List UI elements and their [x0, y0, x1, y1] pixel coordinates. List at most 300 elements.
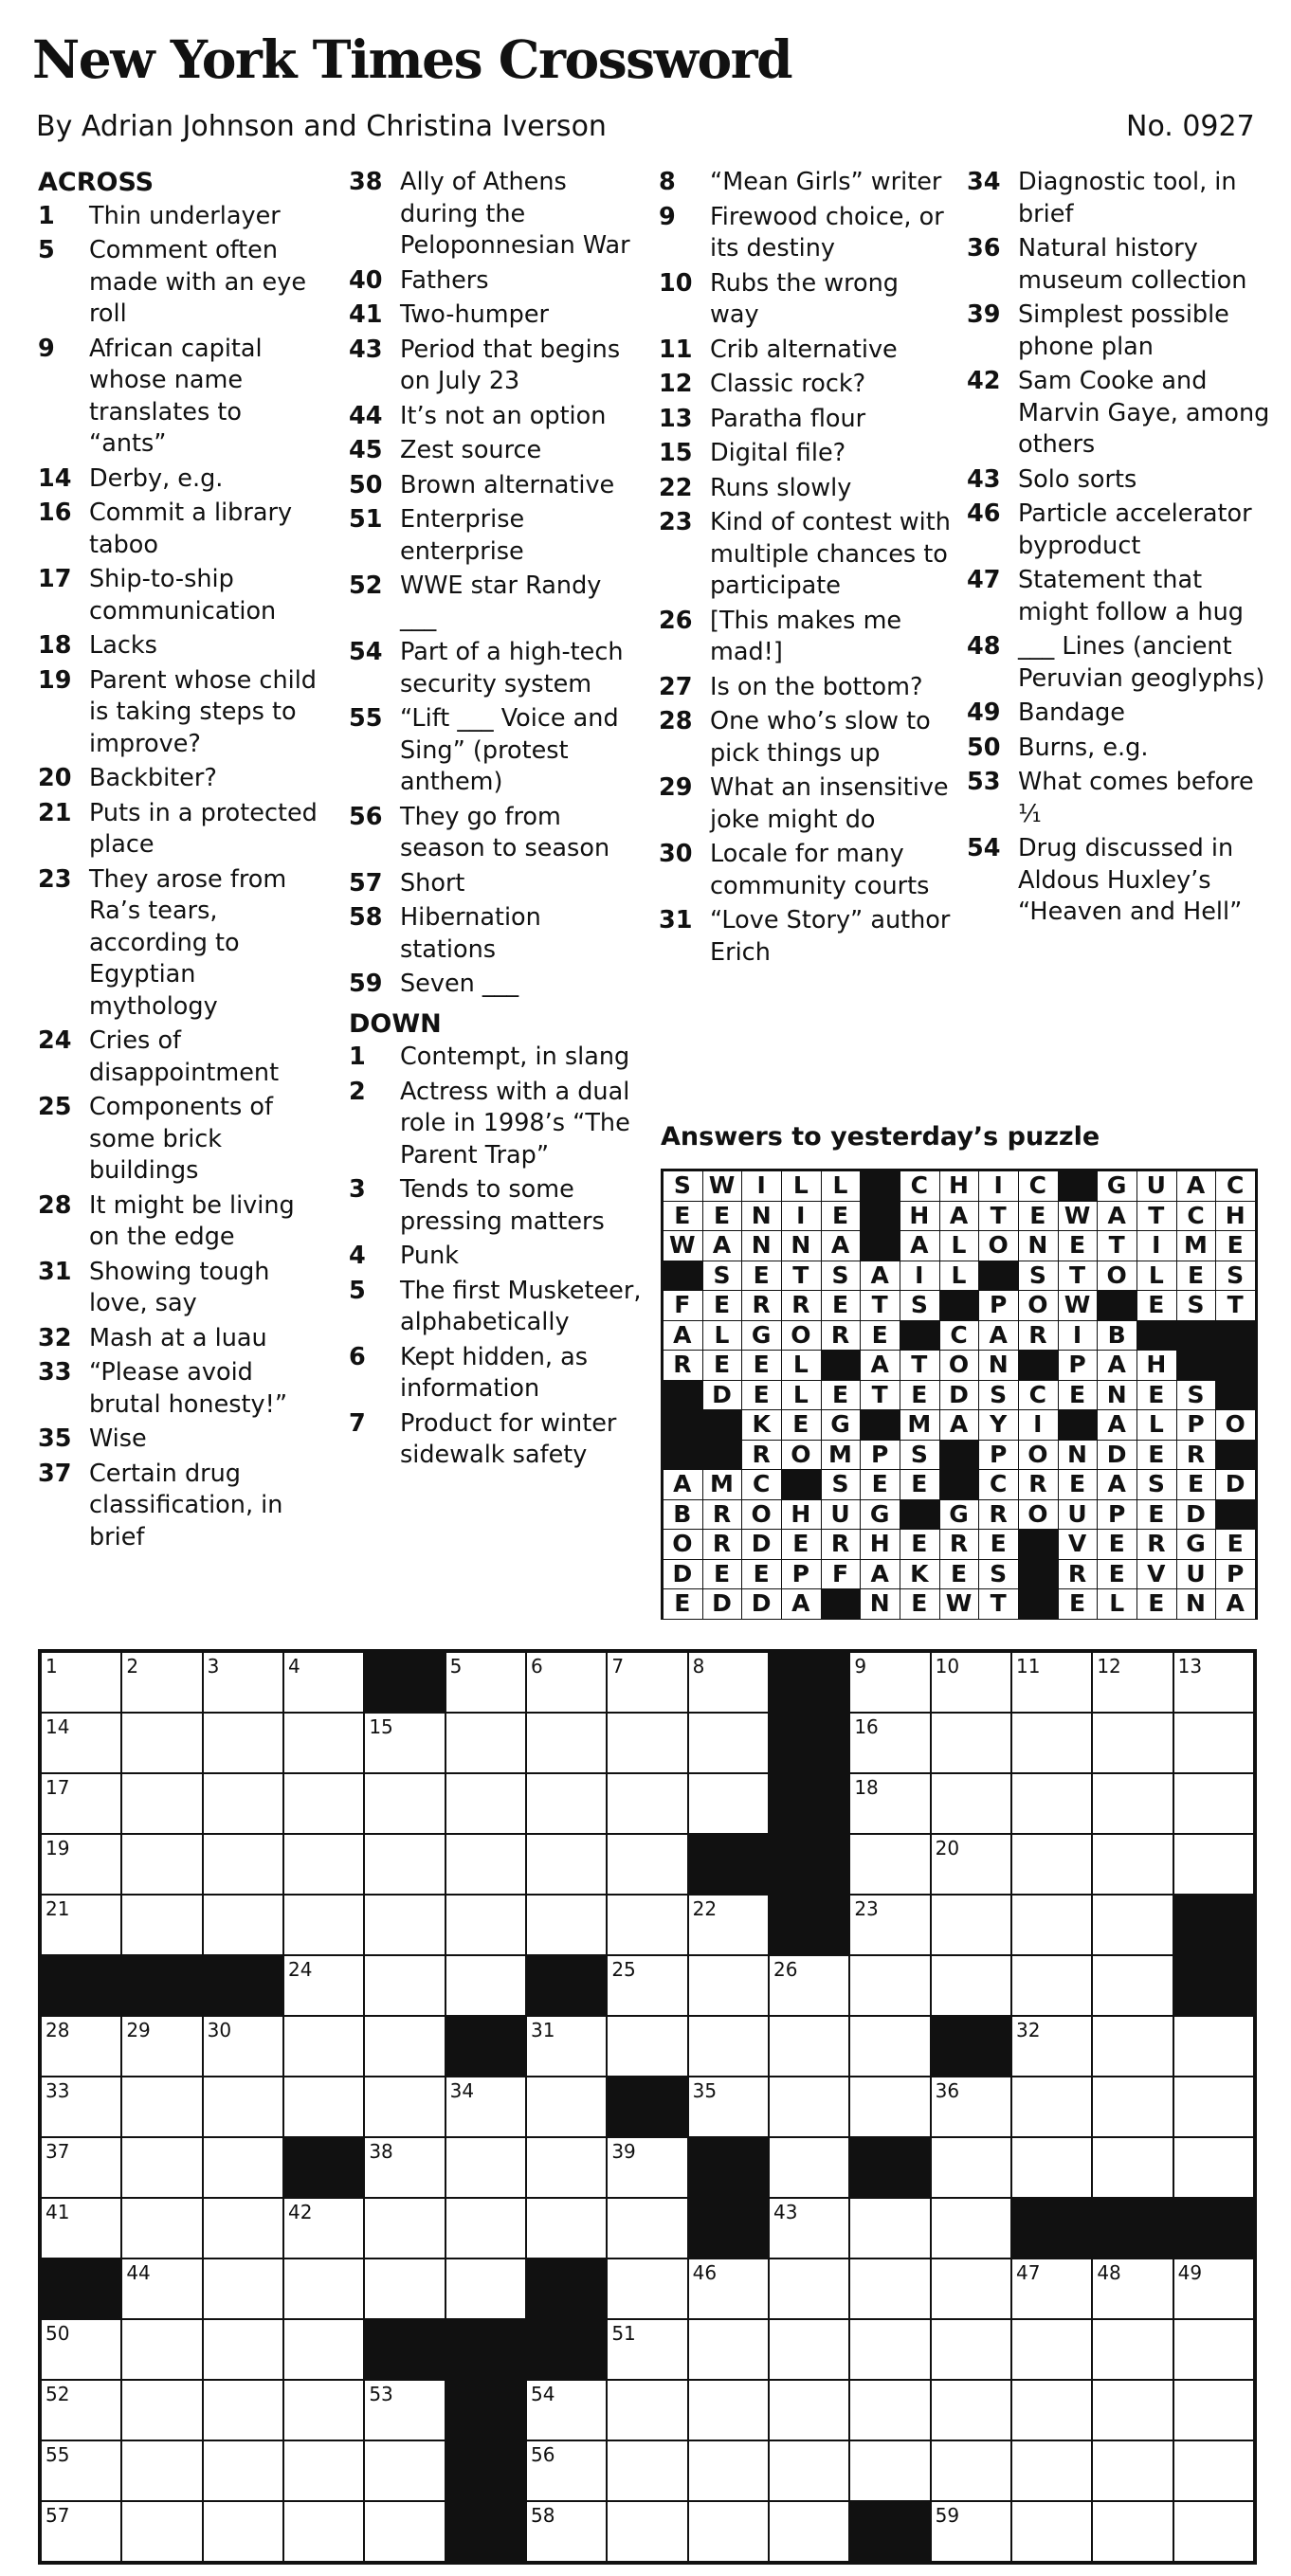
answer-letter: O [782, 1441, 821, 1470]
cell-number: 17 [45, 1776, 70, 1799]
clue-number: 50 [349, 470, 383, 499]
grid-cell[interactable] [1093, 1714, 1172, 1772]
grid-cell[interactable] [689, 2017, 768, 2076]
answer-letter: G [742, 1321, 781, 1351]
clue-text: Puts in a protected place [89, 798, 318, 859]
grid-cell[interactable] [204, 1774, 282, 1833]
grid-cell[interactable] [1093, 1896, 1172, 1954]
grid-cell[interactable] [527, 1835, 606, 1894]
grid-cell[interactable] [204, 2441, 282, 2500]
grid-cell[interactable] [204, 2381, 282, 2440]
grid-cell[interactable] [284, 1774, 363, 1833]
grid-cell[interactable] [932, 2077, 1010, 2136]
clue-number: 16 [38, 499, 72, 527]
grid-cell[interactable] [365, 1774, 444, 1833]
grid-cell[interactable] [42, 2199, 120, 2258]
grid-cell[interactable] [608, 1653, 686, 1712]
answer-letter: N [1098, 1381, 1136, 1410]
grid-cell[interactable] [1012, 2259, 1091, 2318]
grid-cell[interactable] [689, 1714, 768, 1772]
clue-text: Seven ___ [400, 970, 519, 998]
grid-cell[interactable] [608, 1714, 686, 1772]
answer-letter: T [900, 1351, 939, 1380]
answer-letter: E [1098, 1530, 1136, 1559]
cell-number: 50 [45, 2322, 70, 2345]
grid-cell[interactable] [204, 1714, 282, 1772]
grid-cell[interactable] [770, 2259, 848, 2318]
grid-cell[interactable] [527, 1774, 606, 1833]
clue-across-37 [38, 1459, 322, 1554]
grid-cell[interactable] [932, 1774, 1010, 1833]
grid-cell[interactable] [527, 1653, 606, 1712]
answer-letter: D [1098, 1441, 1136, 1470]
grid-cell[interactable] [204, 1653, 282, 1712]
grid-cell[interactable] [204, 2502, 282, 2561]
answer-letter: R [1059, 1560, 1098, 1589]
clue-down-11 [659, 335, 953, 367]
black-square [689, 1835, 768, 1894]
answer-letter: E [1059, 1470, 1098, 1499]
grid-cell[interactable] [1174, 1653, 1253, 1712]
grid-cell[interactable] [204, 1896, 282, 1954]
grid-cell[interactable] [932, 1896, 1010, 1954]
grid-cell[interactable] [527, 2017, 606, 2076]
grid-cell[interactable] [365, 2077, 444, 2136]
grid-cell[interactable] [42, 2138, 120, 2197]
grid-cell[interactable] [284, 2320, 363, 2379]
grid-cell[interactable] [446, 1774, 525, 1833]
answer-letter: E [979, 1530, 1018, 1559]
grid-cell[interactable] [1012, 1714, 1091, 1772]
grid-cell[interactable] [122, 1774, 201, 1833]
grid-cell[interactable] [689, 2259, 768, 2318]
grid-cell[interactable] [689, 2077, 768, 2136]
clue-number: 33 [38, 1358, 72, 1387]
grid-cell[interactable] [1174, 2381, 1253, 2440]
grid-cell[interactable] [689, 2320, 768, 2379]
clue-number: 6 [349, 1342, 366, 1371]
grid-cell[interactable] [689, 2441, 768, 2500]
grid-cell[interactable] [365, 1835, 444, 1894]
grid-cell[interactable] [1093, 1956, 1172, 2015]
grid-cell[interactable] [850, 2017, 929, 2076]
clue-text: Actress with a dual role in 1998’s “The Parent Trap” [400, 1077, 630, 1170]
answer-letter: G [1098, 1171, 1136, 1201]
grid-cell[interactable] [1174, 1714, 1253, 1772]
grid-cell[interactable] [850, 2320, 929, 2379]
clue-text: WWE star Randy ___ [400, 571, 602, 632]
answer-letter: R [979, 1500, 1018, 1530]
answer-letter: E [900, 1589, 939, 1619]
grid-cell[interactable] [1012, 2381, 1091, 2440]
grid-cell[interactable] [608, 1896, 686, 1954]
answer-black-square [664, 1441, 702, 1470]
grid-cell[interactable] [1012, 1653, 1091, 1712]
grid-cell[interactable] [1093, 1774, 1172, 1833]
answer-letter: L [940, 1231, 979, 1261]
grid-cell[interactable] [446, 1714, 525, 1772]
answer-letter: M [822, 1441, 861, 1470]
grid-cell[interactable] [365, 2138, 444, 2197]
clue-across-24 [38, 1025, 322, 1089]
grid-cell[interactable] [932, 2138, 1010, 2197]
cell-number: 28 [45, 2019, 70, 2041]
grid-cell[interactable] [1012, 2441, 1091, 2500]
grid-cell[interactable] [446, 2259, 525, 2318]
answer-black-square [979, 1261, 1018, 1291]
cell-number: 15 [369, 1715, 393, 1738]
grid-cell[interactable] [527, 2199, 606, 2258]
grid-cell[interactable] [608, 2441, 686, 2500]
grid-cell[interactable] [284, 2441, 363, 2500]
grid-cell[interactable] [850, 1774, 929, 1833]
clue-text: Zest source [400, 436, 542, 464]
grid-cell[interactable] [527, 2441, 606, 2500]
grid-cell[interactable] [284, 2017, 363, 2076]
grid-cell[interactable] [446, 1653, 525, 1712]
answer-letter: W [940, 1589, 979, 1619]
answer-letter: L [940, 1261, 979, 1291]
grid-cell[interactable] [365, 2199, 444, 2258]
grid-cell[interactable] [608, 1835, 686, 1894]
grid-cell[interactable] [770, 2320, 848, 2379]
grid-cell[interactable] [608, 2502, 686, 2561]
grid-cell[interactable] [1174, 2502, 1253, 2561]
grid-cell[interactable] [42, 1896, 120, 1954]
grid-cell[interactable] [850, 1956, 929, 2015]
grid-cell[interactable] [1093, 2138, 1172, 2197]
grid-cell[interactable] [122, 2441, 201, 2500]
grid-cell[interactable] [365, 2441, 444, 2500]
grid-cell[interactable] [1093, 2077, 1172, 2136]
grid-cell[interactable] [770, 2381, 848, 2440]
grid-cell[interactable] [1093, 2441, 1172, 2500]
grid-cell[interactable] [446, 2138, 525, 2197]
answer-letter: A [861, 1261, 900, 1291]
grid-cell[interactable] [770, 2199, 848, 2258]
grid-cell[interactable] [365, 2259, 444, 2318]
grid-cell[interactable] [850, 1896, 929, 1954]
grid-cell[interactable] [365, 2381, 444, 2440]
answer-letter: E [1177, 1261, 1216, 1291]
grid-cell[interactable] [527, 2077, 606, 2136]
grid-cell[interactable] [122, 2199, 201, 2258]
answer-letter: E [822, 1202, 861, 1231]
grid-cell[interactable] [204, 2017, 282, 2076]
grid-cell[interactable] [42, 2017, 120, 2076]
clue-text: Classic rock? [710, 370, 866, 398]
answer-letter: E [1216, 1530, 1255, 1559]
grid-cell[interactable] [1012, 2077, 1091, 2136]
answer-letter: I [782, 1202, 821, 1231]
answer-letter: A [1098, 1470, 1136, 1499]
grid-cell[interactable] [42, 2441, 120, 2500]
grid-cell[interactable] [932, 2259, 1010, 2318]
grid-cell[interactable] [608, 2138, 686, 2197]
clue-across-40 [349, 265, 643, 298]
grid-cell[interactable] [122, 2138, 201, 2197]
grid-cell[interactable] [446, 2077, 525, 2136]
grid-cell[interactable] [1093, 1653, 1172, 1712]
black-square [527, 1956, 606, 2015]
grid-cell[interactable] [122, 1835, 201, 1894]
clue-text: Bandage [1018, 698, 1125, 727]
black-square [365, 2320, 444, 2379]
clue-down-42 [967, 366, 1270, 462]
clue-down-1 [349, 1042, 643, 1074]
answer-letter: H [1216, 1202, 1255, 1231]
answer-letter: A [900, 1231, 939, 1261]
grid-cell[interactable] [1174, 2320, 1253, 2379]
grid-cell[interactable] [1012, 2502, 1091, 2561]
grid-cell[interactable] [850, 1653, 929, 1712]
grid-cell[interactable] [42, 2077, 120, 2136]
grid-cell[interactable] [608, 1956, 686, 2015]
grid-cell[interactable] [1174, 2077, 1253, 2136]
clue-down-43 [967, 464, 1270, 497]
clue-column-3 [659, 167, 953, 971]
answer-black-square [1216, 1500, 1255, 1530]
grid-cell[interactable] [1174, 2259, 1253, 2318]
clue-number: 56 [349, 802, 383, 831]
clue-number: 44 [349, 401, 383, 430]
grid-cell[interactable] [42, 2320, 120, 2379]
grid-cell[interactable] [527, 2138, 606, 2197]
grid-cell[interactable] [689, 2502, 768, 2561]
grid-cell[interactable] [204, 2199, 282, 2258]
grid-cell[interactable] [932, 2199, 1010, 2258]
answer-black-square [1216, 1321, 1255, 1351]
grid-cell[interactable] [42, 2381, 120, 2440]
clue-down-22 [659, 473, 953, 505]
grid-cell[interactable] [608, 1774, 686, 1833]
answer-letter: K [900, 1560, 939, 1589]
grid-cell[interactable] [932, 1956, 1010, 2015]
clue-down-49 [967, 698, 1270, 730]
answer-letter: R [703, 1500, 742, 1530]
grid-cell[interactable] [122, 2077, 201, 2136]
grid-cell[interactable] [365, 2017, 444, 2076]
grid-cell[interactable] [850, 2077, 929, 2136]
grid-cell[interactable] [204, 2259, 282, 2318]
grid-cell[interactable] [284, 1835, 363, 1894]
grid-cell[interactable] [122, 2259, 201, 2318]
answer-letter: T [782, 1261, 821, 1291]
grid-cell[interactable] [932, 2320, 1010, 2379]
clue-text: African capital whose name translates to “ants” [89, 334, 263, 458]
grid-cell[interactable] [1012, 2138, 1091, 2197]
cell-number: 41 [45, 2201, 70, 2223]
grid-cell[interactable] [527, 1896, 606, 1954]
grid-cell[interactable] [770, 2138, 848, 2197]
clue-text: Hibernation stations [400, 903, 541, 964]
clue-text: Certain drug classification, in brief [89, 1459, 283, 1551]
grid-cell[interactable] [42, 1835, 120, 1894]
grid-cell[interactable] [122, 2502, 201, 2561]
grid-cell[interactable] [1012, 1774, 1091, 1833]
answer-letter: E [742, 1381, 781, 1410]
grid-cell[interactable] [1012, 1956, 1091, 2015]
grid-cell[interactable] [770, 2017, 848, 2076]
grid-cell[interactable] [1093, 2017, 1172, 2076]
grid-cell[interactable] [1174, 2017, 1253, 2076]
clue-across-41 [349, 299, 643, 332]
grid-cell[interactable] [42, 1774, 120, 1833]
grid-cell[interactable] [204, 2138, 282, 2197]
answer-black-square [900, 1321, 939, 1351]
clue-number: 47 [967, 566, 1001, 594]
grid-cell[interactable] [1093, 2320, 1172, 2379]
grid-cell[interactable] [284, 2381, 363, 2440]
grid-cell[interactable] [365, 2502, 444, 2561]
cell-number: 7 [611, 1655, 625, 1678]
clue-text: Drug discussed in Aldous Huxley’s “Heaven and Hell” [1018, 834, 1243, 926]
grid-cell[interactable] [850, 1714, 929, 1772]
grid-cell[interactable] [770, 2502, 848, 2561]
answer-letter: A [822, 1231, 861, 1261]
grid-cell[interactable] [932, 1653, 1010, 1712]
grid-cell[interactable] [1093, 1835, 1172, 1894]
grid-cell[interactable] [608, 2017, 686, 2076]
clue-down-34 [967, 167, 1270, 230]
grid-cell[interactable] [1093, 2381, 1172, 2440]
grid-cell[interactable] [365, 1896, 444, 1954]
grid-cell[interactable] [122, 1714, 201, 1772]
grid-cell[interactable] [770, 1956, 848, 2015]
grid-cell[interactable] [1174, 2138, 1253, 2197]
black-square [932, 2017, 1010, 2076]
grid-cell[interactable] [446, 1896, 525, 1954]
grid-cell[interactable] [122, 2320, 201, 2379]
grid-cell[interactable] [122, 2381, 201, 2440]
grid-cell[interactable] [850, 2199, 929, 2258]
clue-across-55 [349, 703, 643, 799]
grid-cell[interactable] [608, 2320, 686, 2379]
grid-cell[interactable] [608, 2199, 686, 2258]
cell-number: 51 [611, 2322, 636, 2345]
clue-number: 14 [38, 463, 72, 493]
grid-cell[interactable] [1012, 2017, 1091, 2076]
grid-cell[interactable] [527, 2502, 606, 2561]
answer-letter: T [979, 1589, 1018, 1619]
grid-cell[interactable] [122, 2017, 201, 2076]
grid-cell[interactable] [770, 2441, 848, 2500]
grid-cell[interactable] [42, 1653, 120, 1712]
grid-cell[interactable] [446, 1835, 525, 1894]
grid-cell[interactable] [850, 2381, 929, 2440]
grid-cell[interactable] [284, 2199, 363, 2258]
answer-letter: A [664, 1470, 702, 1499]
clue-number: 54 [349, 638, 383, 666]
answer-letter: A [1177, 1171, 1216, 1201]
grid-cell[interactable] [850, 2259, 929, 2318]
grid-cell[interactable] [1012, 2320, 1091, 2379]
grid-cell[interactable] [284, 1956, 363, 2015]
grid-cell[interactable] [122, 1653, 201, 1712]
black-square [204, 1956, 282, 2015]
grid-cell[interactable] [284, 1653, 363, 1712]
clue-number: 51 [349, 505, 383, 534]
grid-cell[interactable] [284, 2502, 363, 2561]
grid-cell[interactable] [932, 1835, 1010, 1894]
grid-cell[interactable] [932, 2381, 1010, 2440]
grid-cell[interactable] [932, 1714, 1010, 1772]
grid-cell[interactable] [122, 1896, 201, 1954]
grid-cell[interactable] [1093, 2502, 1172, 2561]
clue-text: “Please avoid brutal honesty!” [89, 1358, 288, 1419]
clue-column-2 [349, 167, 643, 1475]
clue-text: Diagnostic tool, in brief [1018, 168, 1237, 228]
grid-cell[interactable] [850, 2441, 929, 2500]
clue-text: Ally of Athens during the Peloponnesian War [400, 168, 630, 260]
grid-cell[interactable] [770, 2077, 848, 2136]
answer-letter: E [742, 1351, 781, 1380]
grid-cell[interactable] [365, 1714, 444, 1772]
clue-down-2 [349, 1077, 643, 1172]
grid-cell[interactable] [284, 2259, 363, 2318]
answer-letter: I [979, 1171, 1018, 1201]
grid-cell[interactable] [1174, 1774, 1253, 1833]
grid-cell[interactable] [608, 2259, 686, 2318]
grid-cell[interactable] [1174, 1835, 1253, 1894]
cell-number: 52 [45, 2383, 70, 2405]
grid-cell[interactable] [42, 1714, 120, 1772]
grid-cell[interactable] [689, 1896, 768, 1954]
grid-cell[interactable] [689, 1653, 768, 1712]
grid-cell[interactable] [204, 2077, 282, 2136]
answer-letter: E [703, 1202, 742, 1231]
grid-cell[interactable] [284, 1714, 363, 1772]
grid-cell[interactable] [1012, 1896, 1091, 1954]
grid-cell[interactable] [608, 2381, 686, 2440]
answer-letter: I [900, 1261, 939, 1291]
answer-letter: E [1137, 1291, 1176, 1320]
grid-cell[interactable] [850, 1835, 929, 1894]
grid-cell[interactable] [527, 2381, 606, 2440]
grid-cell[interactable] [1012, 1835, 1091, 1894]
grid-cell[interactable] [932, 2502, 1010, 2561]
grid-cell[interactable] [689, 2381, 768, 2440]
answer-black-square [1216, 1351, 1255, 1380]
grid-cell[interactable] [932, 2441, 1010, 2500]
answer-letter: S [1177, 1291, 1216, 1320]
grid-cell[interactable] [365, 1956, 444, 2015]
grid-cell[interactable] [42, 2502, 120, 2561]
grid-cell[interactable] [284, 1896, 363, 1954]
grid-cell[interactable] [1093, 2259, 1172, 2318]
clue-text: Product for winter sidewalk safety [400, 1408, 617, 1469]
clue-across-32 [38, 1323, 322, 1355]
clue-text: What comes before ¹⁄₁ [1018, 768, 1254, 828]
clue-text: ___ Lines (ancient Peruvian geoglyphs) [1018, 632, 1265, 693]
clue-across-1 [38, 201, 322, 233]
cell-number: 14 [45, 1715, 70, 1738]
answer-letter: L [1137, 1410, 1176, 1440]
grid-cell[interactable] [446, 1956, 525, 2015]
grid-cell[interactable] [446, 2199, 525, 2258]
grid-cell[interactable] [689, 1774, 768, 1833]
grid-cell[interactable] [689, 1956, 768, 2015]
answer-letter: D [742, 1530, 781, 1559]
answer-letter: C [1019, 1381, 1058, 1410]
grid-cell[interactable] [204, 2320, 282, 2379]
grid-cell[interactable] [204, 1835, 282, 1894]
grid-cell[interactable] [284, 2077, 363, 2136]
black-square [608, 2077, 686, 2136]
cell-number: 49 [1177, 2261, 1203, 2284]
grid-cell[interactable] [527, 1714, 606, 1772]
grid-cell[interactable] [1174, 2441, 1253, 2500]
